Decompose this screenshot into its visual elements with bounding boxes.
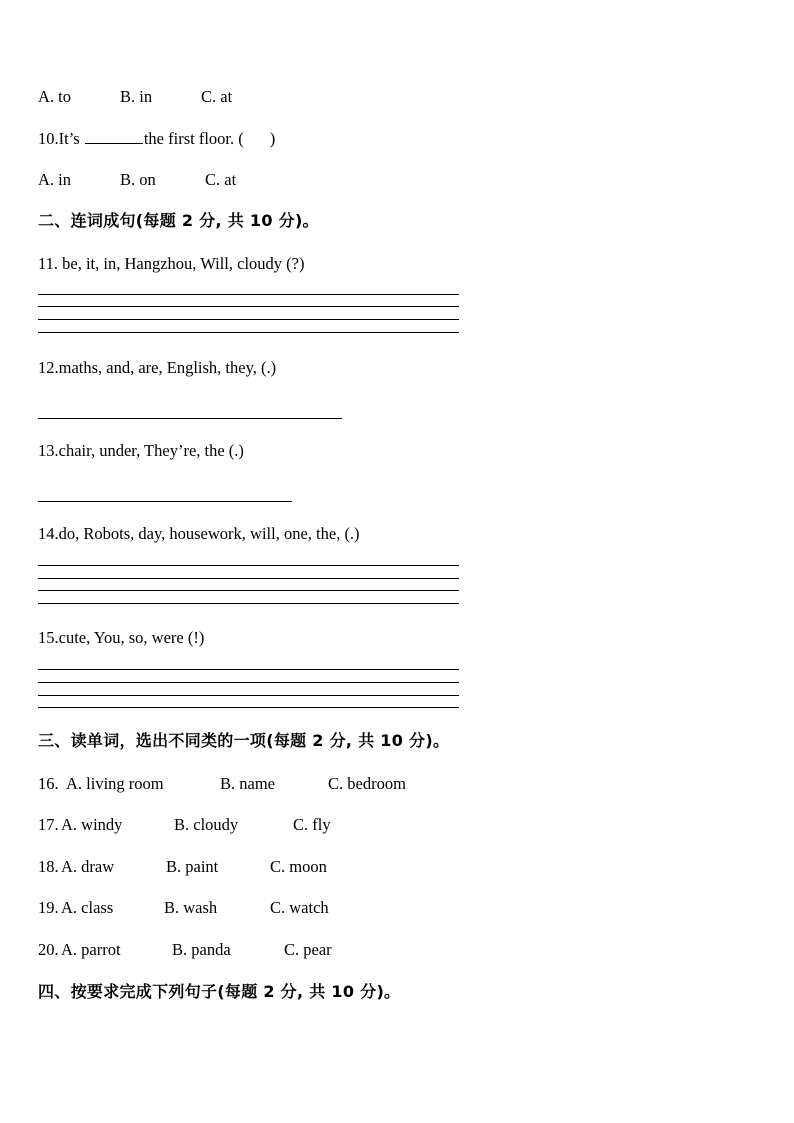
answer-line: [38, 501, 292, 502]
q16-number: 16.: [38, 774, 59, 793]
q17-option-a: A. windy: [61, 815, 123, 834]
q9-option-c: C. at: [201, 87, 233, 106]
q20-option-a: A. parrot: [61, 940, 121, 959]
q19-option-c: C. watch: [270, 898, 329, 917]
q20-option-b: B. panda: [172, 940, 231, 959]
q18-option-a: A. draw: [61, 857, 115, 876]
question-12: 12.maths, and, are, English, they, (.): [38, 358, 277, 377]
q16-option-a: A. living room: [66, 774, 164, 793]
q9-option-a: A. to: [38, 87, 71, 106]
answer-line: [38, 294, 459, 295]
q17-number: 17.: [38, 815, 59, 834]
answer-line: [38, 603, 459, 604]
answer-line: [38, 682, 459, 683]
q9-option-b: B. in: [120, 87, 153, 106]
section-3-heading: 三、读单词，选出不同类的一项(每题 2 分, 共 10 分)。: [38, 731, 450, 750]
q16-option-b: B. name: [220, 774, 275, 793]
q18-option-c: C. moon: [270, 857, 327, 876]
question-13: 13.chair, under, They’re, the (.): [38, 441, 244, 460]
answer-line: [38, 565, 459, 566]
q20-option-c: C. pear: [284, 940, 332, 959]
q10-option-c: C. at: [205, 170, 237, 189]
q10-option-a: A. in: [38, 170, 71, 189]
section-4-heading: 四、按要求完成下列句子(每题 2 分, 共 10 分)。: [38, 982, 401, 1001]
answer-line: [38, 695, 459, 696]
answer-line: [38, 418, 342, 419]
question-11: 11. be, it, in, Hangzhou, Will, cloudy (?): [38, 254, 305, 273]
q10-paren-close: ): [269, 129, 276, 148]
answer-line: [38, 707, 459, 708]
q19-number: 19.: [38, 898, 59, 917]
q19-option-a: A. class: [61, 898, 114, 917]
answer-line: [38, 669, 459, 670]
q10-prefix: 10.It’s: [38, 129, 80, 148]
q10-suffix: the first floor. (: [143, 129, 244, 148]
question-14: 14.do, Robots, day, housework, will, one, the, (.): [38, 524, 360, 543]
q17-option-c: C. fly: [293, 815, 331, 834]
q18-number: 18.: [38, 857, 59, 876]
q16-option-c: C. bedroom: [328, 774, 406, 793]
q19-option-b: B. wash: [164, 898, 218, 917]
q10-blank: [85, 129, 143, 144]
answer-line: [38, 332, 459, 333]
q18-option-b: B. paint: [166, 857, 219, 876]
answer-line: [38, 306, 459, 307]
q10-option-b: B. on: [120, 170, 156, 189]
answer-line: [38, 578, 459, 579]
question-10: [38, 129, 275, 149]
answer-line: [38, 319, 459, 320]
section-2-heading: 二、连词成句(每题 2 分, 共 10 分)。: [38, 211, 319, 230]
q17-option-b: B. cloudy: [174, 815, 239, 834]
answer-line: [38, 590, 459, 591]
question-15: 15.cute, You, so, were (!): [38, 628, 205, 647]
q20-number: 20.: [38, 940, 59, 959]
